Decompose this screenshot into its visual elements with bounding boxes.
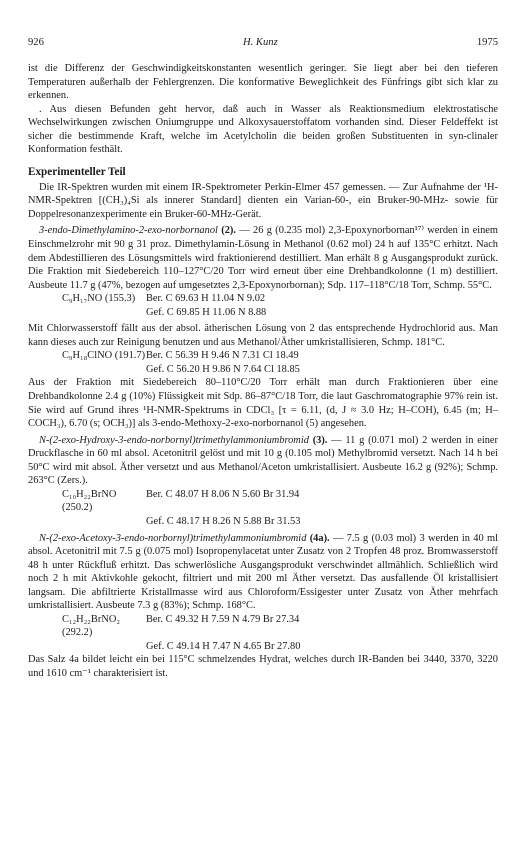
analysis-4-found-row xyxy=(28,640,498,654)
compound-3-text: — 11 g (0.071 mol) 2 werden in einer Druckflasche in 60 ml absol. Acetonitril gelöst und mit 10 g (0.105 mol) Methylbromid versetzt. Nach 14 h bei 50°C wird mit absol. Äther versetzt und aus Methanol/Aceton umkristallisiert. Ausbeute 16.2 g (92%); Schmp. 263°C (Zers.). xyxy=(28,434,498,487)
analysis-4-formula: C₁₂H₂₂BrNO₂ (292.2) xyxy=(62,613,120,639)
analysis-3-calculated: Ber. C 48.07 H 8.06 N 5.60 Br 31.94 xyxy=(146,488,300,500)
analysis-1-found: Gef. C 69.85 H 11.06 N 8.88 xyxy=(146,306,267,318)
compound-3-name: N-(2-exo-Hydroxy-3-endo-norbornyl)trimethylammoniumbromid xyxy=(39,434,309,446)
paragraph-compound-3 xyxy=(28,434,498,488)
running-author: H. Kunz xyxy=(242,37,278,48)
analysis-3-found: Gef. C 48.17 H 8.26 N 5.88 Br 31.53 xyxy=(146,515,301,527)
compound-4a-text: — 7.5 g (0.03 mol) 3 werden in 40 ml absol. Acetonitril mit 7.5 g (0.075 mol) Isopropenylacetat unter Zusatz von 2 Tropfen 48 proz. Bromwasserstoff 48 h unter Rückfluß erhitzt. Das schwerlösliche Ausgangsprodukt verschwindet allmählich. Schließlich wird noch 2 h mit Aktivkohle gekocht, filtriert und mit 200 ml Äther versetzt. Das ausfallende Öl kristallisiert langsam. Die abfiltrierte Kristallmasse wird aus Chloroform/Essigester unter Zusatz von Äther mehrfach umkristallisiert. Ausbeute 7.3 g (83%); Schmp. 168°C. xyxy=(28,532,498,612)
analysis-2-row xyxy=(28,349,498,363)
section-heading: Experimenteller Teil xyxy=(28,165,126,178)
paragraph-fraction: Aus der Fraktion mit Siedebereich 80–110°C/20 Torr erhält man durch Fraktionieren über eine Drehbandkolonne 2.4 g (10%) Flüssigkeit mit Sdp. 86–87°C/18 Torr, die laut Gaschromatographie 97% rein ist. Sie wird auf Grund ihres ¹H-NMR-Spektrums in CDCl₃ [τ = 6.11, (d, J ≈ 3.0 Hz; H–COH), 6.45 (m; H–COCH₃), 6.70 (s; OCH₃)] als 3-endo-Methoxy-2-exo-norbornanol (5) angesehen. xyxy=(28,377,498,430)
paragraph-compound-2 xyxy=(28,224,498,292)
paragraph-ir-nmr: Die IR-Spektren wurden mit einem IR-Spektrometer Perkin-Elmer 457 gemessen. — Zur Aufnahme der ¹H-NMR-Spektren [(CH₃)₄Si als innerer Standard] dienten ein Varian-60-, ein Bruker-90-MHz- sowie für Doppelresonanzexperimente ein Bruker-60-MHz-Gerät. xyxy=(28,181,498,220)
analysis-3-formula: C₁₀H₂₂BrNO (250.2) xyxy=(62,488,117,514)
analysis-1-formula: C₉H₁₇NO (155.3) xyxy=(62,293,136,305)
page-number: 926 xyxy=(28,37,44,48)
paragraph-hydrate: Das Salz 4a bildet leicht ein bei 115°C schmelzendes Hydrat, welches durch IR-Banden bei 3440, 3370, 3220 und 1610 cm⁻¹ charakterisiert ist. xyxy=(28,654,498,679)
paragraph-compound-4a xyxy=(28,532,498,613)
analysis-2-found-row xyxy=(28,363,498,377)
analysis-4-calculated: Ber. C 49.32 H 7.59 N 4.79 Br 27.34 xyxy=(146,613,300,625)
paragraph-hydrochloride: Mit Chlorwasserstoff fällt aus der absol. ätherischen Lösung von 2 das entsprechende Hydrochlorid aus. Man kann dieses auch zur Reinigung benutzen und aus Methanol/Äther umkristallisieren, Schmp. 181°C. xyxy=(28,323,498,348)
compound-3-number: (3). xyxy=(312,434,328,446)
analysis-1-row xyxy=(28,292,498,306)
compound-2-name: 3-endo-Dimethylamino-2-exo-norbornanol xyxy=(39,225,218,237)
year: 1975 xyxy=(476,37,498,48)
analysis-1-found-row xyxy=(28,306,498,320)
analysis-4-found: Gef. C 49.14 H 7.47 N 4.65 Br 27.80 xyxy=(146,640,301,652)
analysis-4-row xyxy=(28,613,498,640)
compound-4a-name: N-(2-exo-Acetoxy-3-endo-norbornyl)trimethylammoniumbromid xyxy=(39,532,307,544)
analysis-1-calculated: Ber. C 69.63 H 11.04 N 9.02 xyxy=(146,293,266,305)
compound-2-number: (2). xyxy=(221,225,236,237)
analysis-3-row xyxy=(28,488,498,515)
compound-2-text: — 26 g (0.235 mol) 2,3-Epoxynorbornan¹⁷⁾ werden in einem Einschmelzrohr mit 90 g 31 proz. Dimethylamin-Lösung in Methanol (0.62 mol) 24 h auf 135°C erhitzt. Nach dem Abdestillieren des Lösungsmittels wird fraktionierend destilliert. Man erhält 8 g Ausgangsprodukt zurück. Die Fraktion mit Siedebereich 110–127°C/20 Torr wird erneut über eine Drehbandkolonne (1 m) destilliert. Ausbeute 11.7 g (47%, bezogen auf umgesetztes 2,3-Epoxynorbornan); Sdp. 117–118°C/18 Torr, Schmp. 55°C. xyxy=(28,225,498,291)
analysis-3-found-row xyxy=(28,515,498,529)
compound-4a-number: (4a). xyxy=(309,532,330,544)
paragraph-1: ist die Differenz der Geschwindigkeitskonstanten wesentlich geringer. Sie liegt aber bei den tieferen Temperaturen außerhalb der Fehlergrenzen. Die konformative Beweglichkeit des Fünfrings gibt sich klar zu erkennen. xyxy=(28,63,498,102)
paragraph-2: . Aus diesen Befunden geht hervor, daß auch in Wasser als Reaktionsmedium elektrostatische Wechselwirkungen zwischen Oniumgruppe und Alkoxysauerstoffatom vorhanden sind. Dieser Feldeffekt ist sicher die bestimmende Kraft, welche im Acetylcholin die beiden großen Substituenten in syn-clinaler Konformation festhält. xyxy=(28,103,498,156)
analysis-2-calculated: Ber. C 56.39 H 9.46 N 7.31 Cl 18.49 xyxy=(146,350,299,362)
running-header xyxy=(28,37,498,49)
analysis-2-formula: C₉H₁₈ClNO (191.7) xyxy=(62,350,146,362)
analysis-2-found: Gef. C 56.20 H 9.86 N 7.64 Cl 18.85 xyxy=(146,363,300,375)
